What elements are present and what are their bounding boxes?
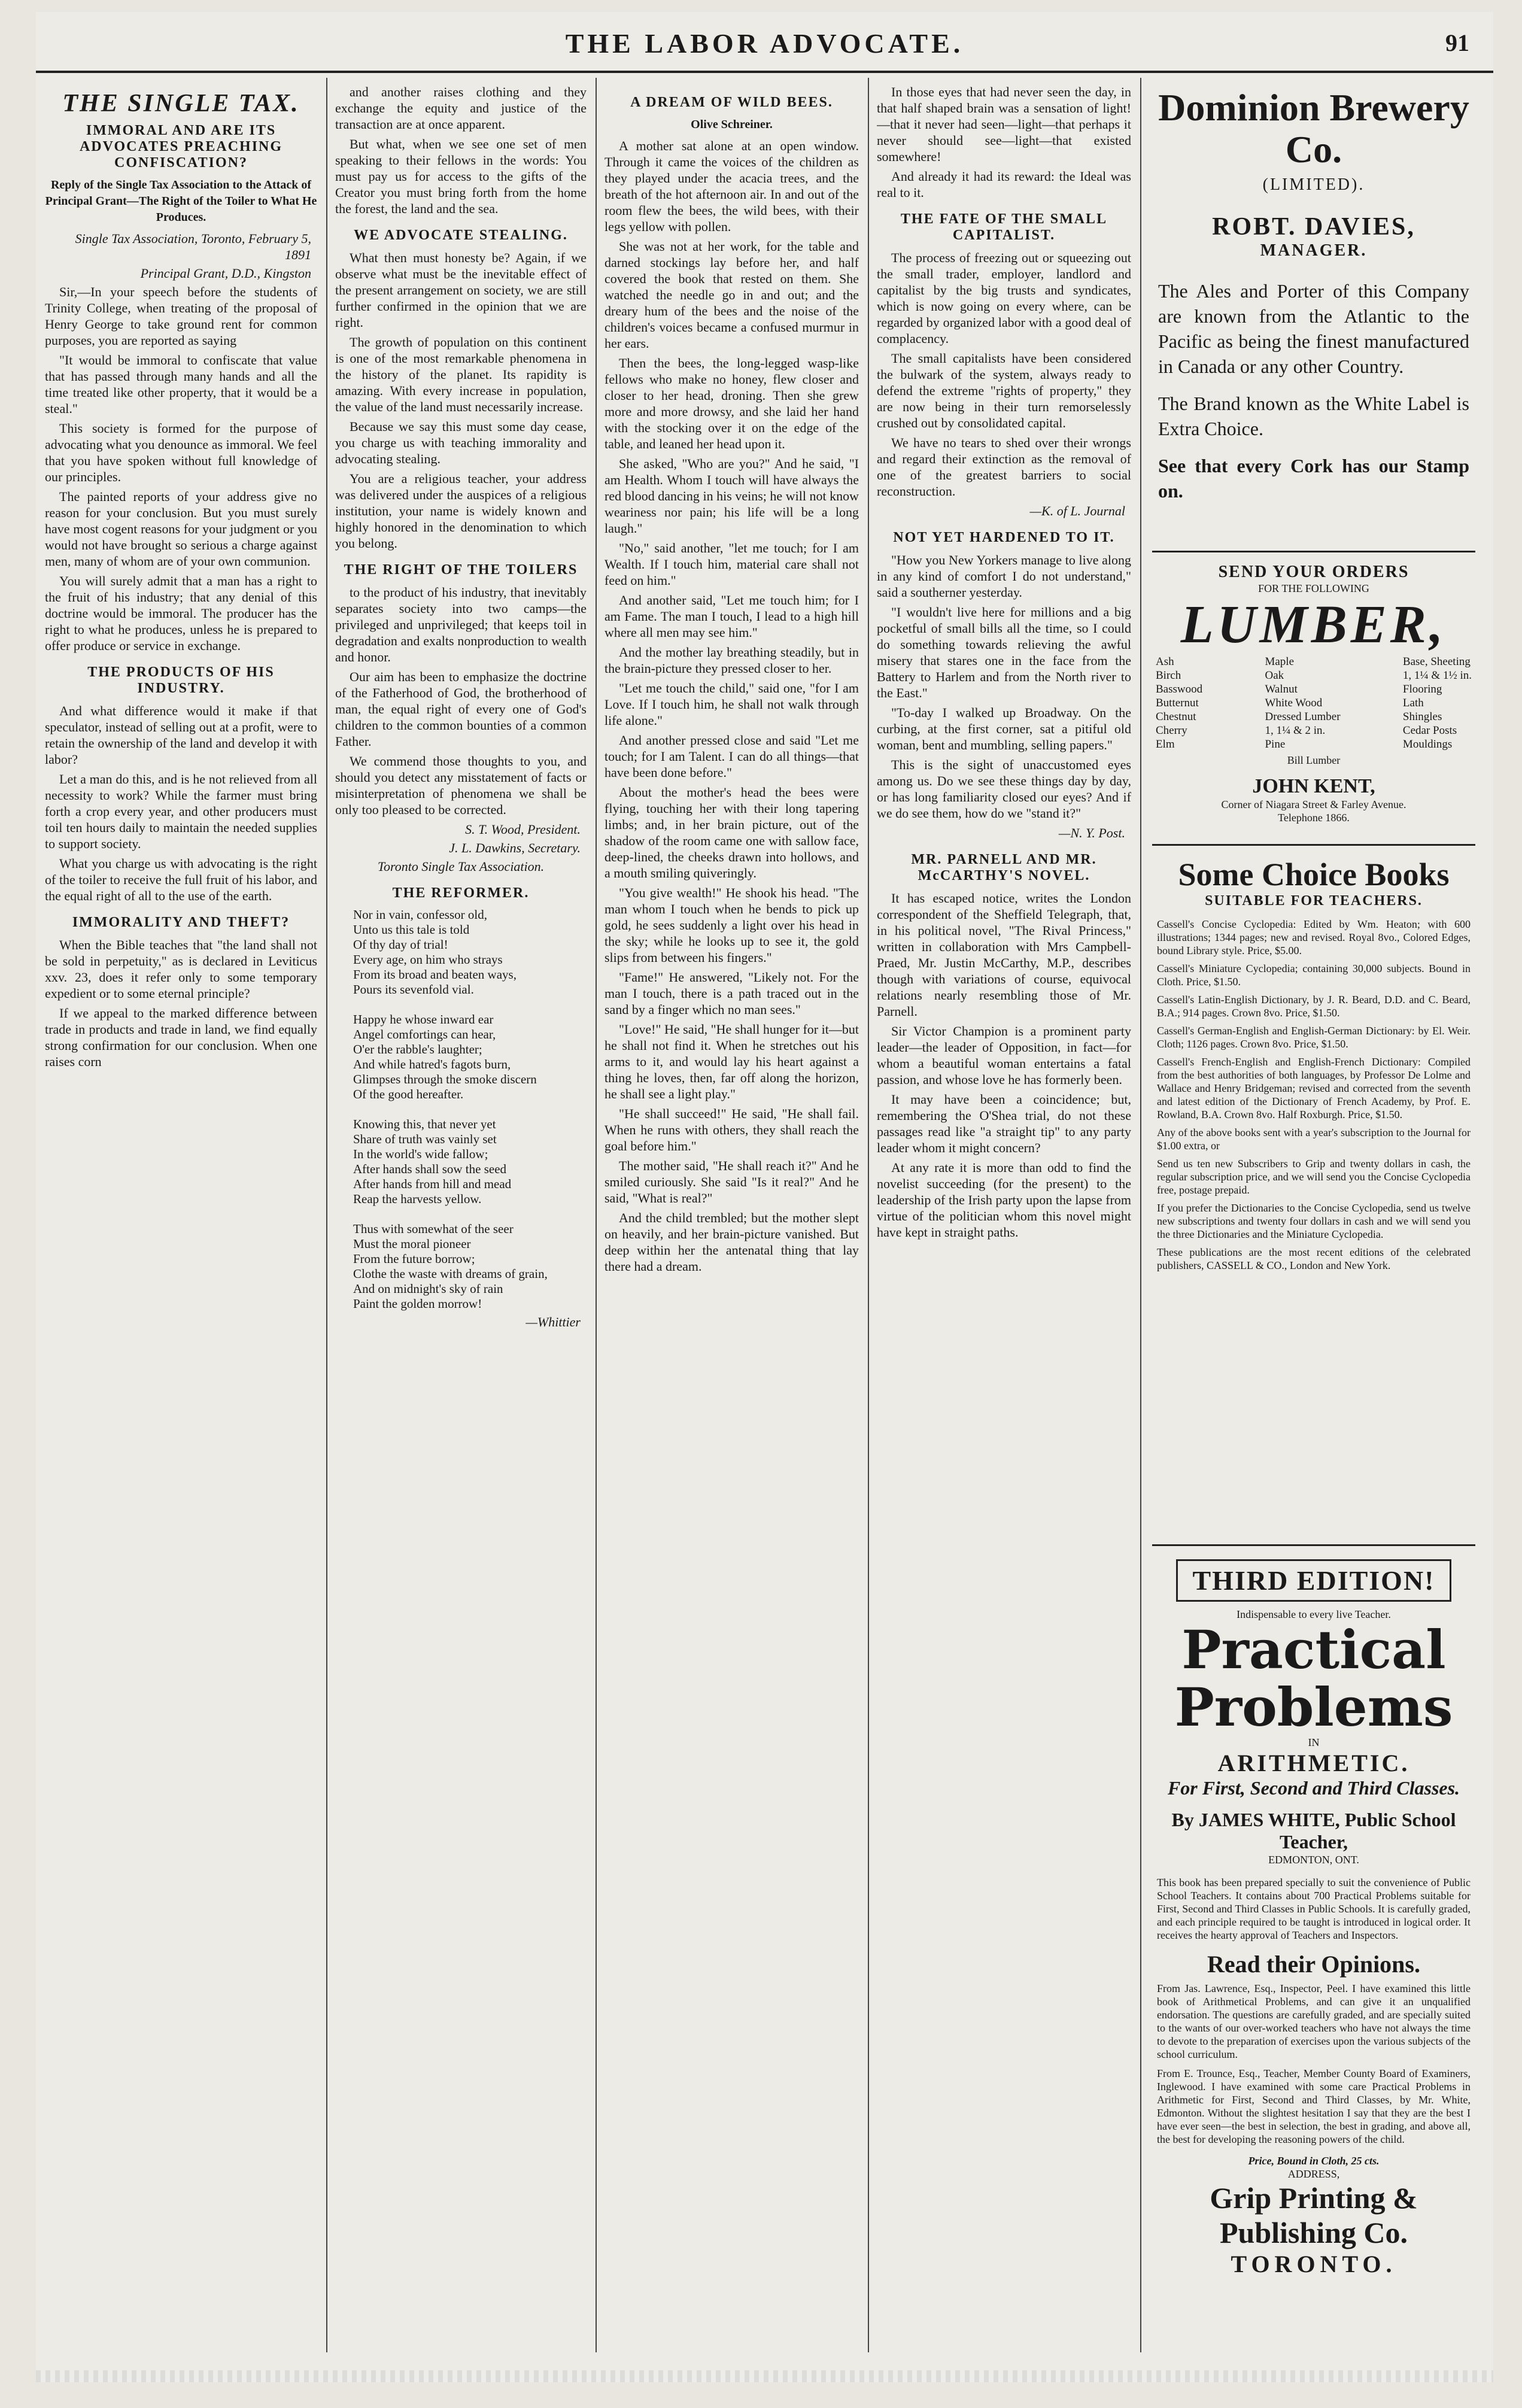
addressee: Principal Grant, D.D., Kingston <box>140 266 311 281</box>
poem-line: In the world's wide fallow; <box>353 1147 488 1161</box>
address-label: ADDRESS, <box>1287 2168 1340 2180</box>
article-title: THE FATE OF THE SMALL CAPITALIST. <box>900 211 1108 243</box>
column-divider <box>326 78 327 2352</box>
page-edge-damage <box>36 2370 1493 2382</box>
paragraph: We commend those thoughts to you, and should you detect any misstatement of facts or misinterpretation of phenomena we shall be only too pleased to be corrected. <box>335 754 587 817</box>
column-1 <box>45 84 317 2358</box>
arithmetic-ad <box>1152 1553 1475 2278</box>
opinion-2: From E. Trounce, Esq., Teacher, Member County Board of Examiners, Inglewood. I have examined with some care Practical Problems in Arithmetic for First, Second and Third Classes, by Mr. White, Edmonton. Without the slightest hesitation I say that they are the best I have ever seen—the best in selection, the best in grading, and above all, the best for developing the reasoning powers of the child. <box>1157 2067 1471 2145</box>
poem-line <box>353 1207 587 1222</box>
owner-title: MANAGER. <box>1260 241 1368 260</box>
newspaper-title: THE LABOR ADVOCATE. <box>565 28 964 59</box>
paragraph: The small capitalists have been considered the bulwark of the system, always ready to defend the extreme "rights of property," they are now being in their turn remorselessly crushed out by consolidated capital. <box>877 351 1131 430</box>
lumber-column <box>1156 655 1202 751</box>
paragraph: "Love!" He said, "He shall hunger for it—but he shall not find it. When he stretches out his arms to it, and would lay his heart against a thing he loves, then, far off along the horizon, he shall see a light play." <box>604 1022 859 1101</box>
column-divider <box>1140 78 1141 2352</box>
brewery-text: The Ales and Porter of this Company are known from the Atlantic to the Pacific as being the finest manufactured in Canada or any other Country. <box>1158 280 1469 377</box>
poem-line: O'er the rabble's laughter; <box>353 1042 482 1056</box>
paragraph: If we appeal to the marked difference between trade in products and trade in land, we find equally strong confirmation for our conclusion. When one raises corn <box>45 1006 317 1069</box>
paragraph: And what difference would it make if that speculator, instead of selling out at a profit, were to retain the ownership of the land and develop it with labor? <box>45 703 317 767</box>
book-price: Price, Bound in Cloth, 25 cts. <box>1248 2155 1380 2167</box>
poem-line: Share of truth was vainly set <box>353 1132 497 1146</box>
paragraph: And the mother lay breathing steadily, but in the brain-picture they pressed closer to her. <box>604 645 859 676</box>
paragraph: This society is formed for the purpose of advocating what you denounce as immoral. We feel that you have spoken without full knowledge of our principles. <box>45 421 317 484</box>
paragraph: Then the bees, the long-legged wasp-like fellows who make no honey, flew closer and closer to her head, droning. Then she grew more and more drowsy, and she laid her hand with the stocking over it on the edge of the table, and leaned her head upon it. <box>604 356 859 451</box>
poem-line <box>353 1102 587 1117</box>
book-title: Practical Problems <box>1174 1619 1453 1738</box>
paragraph: And another said, "Let me touch him; for I am Fame. The man I touch, I lead to a high hill where all men may see him." <box>604 593 859 640</box>
brewery-limited: (LIMITED). <box>1262 175 1365 194</box>
paragraph: And the child trembled; but the mother slept on heavily, and her brain-picture vanished. But deep within her the antenatal thing that lay there had a dream. <box>604 1210 859 1274</box>
poem-line <box>353 997 587 1012</box>
poem-line: From the future borrow; <box>353 1252 475 1266</box>
arithmetic-word: ARITHMETIC. <box>1217 1750 1410 1777</box>
lumber-ad <box>1152 563 1475 824</box>
poem-line: Knowing this, that never yet <box>353 1117 496 1131</box>
paragraph: "How you New Yorkers manage to live along in any kind of comfort I do not understand," said a southerner yesterday. <box>877 552 1131 600</box>
books-list <box>1152 918 1475 1272</box>
lumber-item: Shingles <box>1402 710 1442 723</box>
column-divider <box>596 78 597 2352</box>
poem-line: Clothe the waste with dreams of grain, <box>353 1267 548 1281</box>
article-author: Olive Schreiner. <box>691 118 773 131</box>
signature-association: Toronto Single Tax Association. <box>377 859 545 874</box>
poem-line: Pours its sevenfold vial. <box>353 982 474 997</box>
book-entry: Cassell's French-English and English-French Dictionary: Compiled from the best authorities of both languages, by Professor De Lolme and Wallace and Henry Bridgeman; revised and corrected from the seventh and latest edition of the Dictionary of French Academy, by Prof. E. Rowland, B.A. Crown 8vo. Half Roxburgh. Price, $1.50. <box>1157 1056 1471 1121</box>
poem-line: Thus with somewhat of the seer <box>353 1222 514 1236</box>
lumber-item: Cedar Posts <box>1402 724 1457 737</box>
opinion-1: From Jas. Lawrence, Esq., Inspector, Peel. I have examined this little book of Arithmetical Problems, and can give it an unqualified endorsation. The questions are carefully graded, and are specially suited to the wants of our over-worked teachers who have not always the time to devote to the preparation of exercises upon the various subjects of the school curriculum. <box>1157 1982 1471 2060</box>
article-source: —N. Y. Post. <box>1058 825 1125 840</box>
ad-divider <box>1152 551 1475 552</box>
paragraph: "Fame!" He answered, "Likely not. For the man I touch, there is a path traced out in the sand by a finger which no man sees." <box>604 970 859 1017</box>
lumber-item: Dressed Lumber <box>1265 710 1341 723</box>
lumber-item: Lath <box>1402 697 1424 709</box>
column-4 <box>877 84 1131 2358</box>
book-entry: Cassell's Miniature Cyclopedia; containing 30,000 subjects. Bound in Cloth. Price, $1.50. <box>1157 962 1471 988</box>
paragraph: What you charge us with advocating is the right of the toiler to receive the full fruit of his labor, and the equal right of all to the use of the earth. <box>45 856 317 903</box>
paragraph: "He shall succeed!" He said, "He shall fail. When he runs with others, they shall reach the goal before him." <box>604 1106 859 1153</box>
paragraph: The growth of population on this continent is one of the most remarkable phenomena in the history of the planet. Its rapidity is amazing. With every increase in population, the value of the land must necessarily increase. <box>335 335 587 414</box>
dealer-phone: Telephone 1866. <box>1278 812 1350 824</box>
paragraph: to the product of his industry, that inevitably separates society into two camps—the privileged and unprivileged; that keeps toil in degradation and exalts nonproduction to wealth and honor. <box>335 585 587 664</box>
paragraph: About the mother's head the bees were flying, touching her with their long tapering limbs; and, in her brain picture, out of the shadow of the room came one with sallow face, deep-lined, the cheeks drawn into hollows, and a mouth smiling quiveringly. <box>604 785 859 880</box>
ad-divider <box>1152 1544 1475 1546</box>
paragraph: It has escaped notice, writes the London correspondent of the Sheffield Telegraph, that, in his political novel, "The Rival Princess," written in collaboration with Mrs Campbell-Praed, Mr. Justin McCarthy, M.P., describes though with variations of course, equivocal relations nearly resembling those of Mr. Parnell. <box>877 891 1131 1019</box>
paragraph: Let a man do this, and is he not relieved from all necessity to work? While the farmer must bring forth a crop every year, and other producers must toil ten hours daily to maintain the needed supplies to support society. <box>45 772 317 851</box>
paragraph: The painted reports of your address give no reason for your conclusion. But you must surely have most cogent reasons for your judgment or you would not have brought so serious a charge against men, many of whom are of your own communion. <box>45 489 317 569</box>
paragraph: "You give wealth!" He shook his head. "The man whom I touch when he bends to pick up gold, he sees suddenly a light over his head in the sky; while he looks up to see it, the gold slips from between his fingers." <box>604 885 859 965</box>
poem-line: Unto us this tale is told <box>353 922 470 937</box>
paragraph: At any rate it is more than odd to find the novelist succeeding (for the present) to the leadership of the Irish party upon the lapse from virtue of the politician whom this novel might have kept in straight paths. <box>877 1160 1131 1240</box>
paragraph: It may have been a coincidence; but, remembering the O'Shea trial, do not these passages read like "a straight tip" to any party leader whom it might concern? <box>877 1092 1131 1155</box>
poem-author: —Whittier <box>525 1314 581 1329</box>
paragraph: Sir Victor Champion is a prominent party leader—the leader of Opposition, in fact—for whom a beautiful woman entertains a fatal passion, and whose love he has formerly been. <box>877 1024 1131 1087</box>
article-body <box>604 138 859 1274</box>
poem-line: Reap the harvests yellow. <box>353 1192 482 1206</box>
ad-divider <box>1152 844 1475 846</box>
sub-heading: THE PRODUCTS OF HIS INDUSTRY. <box>87 664 275 696</box>
paragraph: "Let me touch the child," said one, "for I am Love. If I touch him, he shall not walk through life alone." <box>604 681 859 728</box>
lumber-item: Chestnut <box>1156 710 1196 723</box>
paragraph: When the Bible teaches that "the land shall not be sold in perpetuity," as is declared in Leviticus xxv. 23, does it refer only to some temporary expedient or to some eternal principle? <box>45 937 317 1001</box>
poem-line: And while hatred's fagots burn, <box>353 1057 511 1071</box>
paragraph: "It would be immoral to confiscate that value that has passed through many hands and all the time treated like other property, that it would be a steal." <box>45 353 317 416</box>
poem-line: Of thy day of trial! <box>353 937 448 952</box>
article-body <box>877 552 1131 821</box>
lumber-item: Flooring <box>1402 683 1442 696</box>
lumber-item: 1, 1¼ & 1½ in. <box>1402 669 1472 682</box>
lumber-item: White Wood <box>1265 697 1323 709</box>
paragraph: "To-day I walked up Broadway. On the curbing, at the first corner, sat a pitiful old woman, bent and mumbling, selling papers." <box>877 705 1131 752</box>
indispensable: Indispensable to every live Teacher. <box>1237 1608 1391 1620</box>
paragraph: In those eyes that had never seen the day, in that half shaped brain was a sensation of light!—that it never had seen—light—that perhaps it never should see—light—that existed somewhere! <box>877 84 1131 164</box>
column-2 <box>335 84 587 2358</box>
lumber-item: Base, Sheeting <box>1402 655 1471 668</box>
dealer-address: Corner of Niagara Street & Farley Avenue. <box>1221 798 1406 810</box>
paragraph: "No," said another, "let me touch; for I am Wealth. If I touch him, material care shall not feed on him." <box>604 540 859 588</box>
lumber-item: Walnut <box>1265 683 1298 696</box>
page-number: 91 <box>1445 29 1469 56</box>
lumber-headline: LUMBER, <box>1180 595 1447 654</box>
poem-line: Every age, on him who strays <box>353 952 503 967</box>
brewery-name: Dominion Brewery Co. <box>1158 86 1469 171</box>
poem-line: Glimpses through the smoke discern <box>353 1072 537 1086</box>
paragraph: But what, when we see one set of men speaking to their fellows in the words: You must pay us for access to the gifts of the Creator you must bring forth from the home the forest, the land and the sea. <box>335 136 587 216</box>
author-place: EDMONTON, ONT. <box>1268 1854 1359 1866</box>
paragraph: What then must honesty be? Again, if we observe what must be the inevitable effect of the present arrangement on society, we are still further confirmed in the opinion that we are right. <box>335 250 587 330</box>
lumber-list <box>1152 655 1475 751</box>
book-entry: Cassell's Concise Cyclopedia: Edited by Wm. Heaton; with 600 illustrations; 1344 pages; new and revised. Royal 8vo., Colored Edges, bound Library style. Price, $5.00. <box>1157 918 1471 956</box>
article-continuation <box>877 84 1131 201</box>
brewery-cork: See that every Cork has our Stamp on. <box>1158 455 1469 502</box>
brewery-owner: ROBT. DAVIES, <box>1212 213 1415 241</box>
publisher-name: Grip Printing & Publishing Co. <box>1210 2181 1418 2249</box>
lumber-item: Oak <box>1265 669 1284 682</box>
masthead <box>36 23 1493 65</box>
poem-line: Paint the golden morrow! <box>353 1296 482 1311</box>
poem-title: THE REFORMER. <box>392 885 530 901</box>
paragraph: You will surely admit that a man has a right to the fruit of his industry; that any denial of this doctrine would be immoral. The producer has the right to what he produces, unless he is prepared to offer produce or service in exchange. <box>45 573 317 653</box>
poem-line: After hands from hill and mead <box>353 1177 512 1191</box>
poem-line: Must the moral pioneer <box>353 1237 471 1251</box>
paragraph: You are a religious teacher, your address was delivered under the auspices of a religious institution, your name is widely known and highly honored in the denomination to which you belong. <box>335 471 587 551</box>
lumber-item: Cherry <box>1156 724 1187 737</box>
article-subhead: Reply of the Single Tax Association to the Attack of Principal Grant—The Right of the Toiler to What He Produces. <box>45 178 317 224</box>
paragraph: Our aim has been to emphasize the doctrine of the Fatherhood of God, the brotherhood of man, the equal right of every one of God's children to the common bounties of a common Father. <box>335 669 587 749</box>
poem-line: And on midnight's sky of rain <box>353 1282 503 1296</box>
brewery-ad <box>1152 87 1475 503</box>
paragraph: Sir,—In your speech before the students of Trinity College, when treating of the proposal of Henry George to take ground rent for common purposes, you are reported as saying <box>45 284 317 348</box>
for-following: FOR THE FOLLOWING <box>1258 582 1369 594</box>
paragraph: This is the sight of unaccustomed eyes among us. Do we see these things day by day, or has long familiarity closed our eyes? And if we do see them, how do we "stand it?" <box>877 757 1131 821</box>
article-headline: IMMORAL AND ARE ITS ADVOCATES PREACHING CONFISCATION? <box>79 123 283 171</box>
article-body <box>877 250 1131 499</box>
article-title: A DREAM OF WILD BEES. <box>630 95 833 110</box>
paragraph: The mother said, "He shall reach it?" And he smiled curiously. She said "Is it real?" And he said, "What is real?" <box>604 1158 859 1205</box>
lumber-item: Butternut <box>1156 697 1199 709</box>
sub-heading: WE ADVOCATE STEALING. <box>354 227 568 243</box>
lumber-item: Pine <box>1265 738 1286 751</box>
sub-heading: THE RIGHT OF THE TOILERS <box>344 562 578 578</box>
sub-heading: IMMORALITY AND THEFT? <box>72 915 290 930</box>
paragraph: and another raises clothing and they exchange the equity and justice of the transaction are at once apparent. <box>335 84 587 132</box>
article-body <box>877 890 1131 1240</box>
masthead-rule <box>36 71 1493 73</box>
publisher-city: TORONTO. <box>1231 2251 1397 2278</box>
column-divider <box>868 78 869 2352</box>
book-entry: Cassell's German-English and English-German Dictionary: by El. Weir. Cloth; 1126 pages. Crown 8vo. Price, $1.50. <box>1157 1025 1471 1050</box>
book-entry: Send us ten new Subscribers to Grip and twenty dollars in cash, the regular subscription price, and we will send you the Concise Cyclopedia free, postage prepaid. <box>1157 1158 1471 1196</box>
bill-lumber: Bill Lumber <box>1287 754 1341 766</box>
poem-line: Of the good hereafter. <box>353 1087 464 1101</box>
article-body <box>45 284 317 1070</box>
signature-secretary: J. L. Dawkins, Secretary. <box>449 840 581 855</box>
paragraph: We have no tears to shed over their wrongs and regard their extinction as the removal of one of the greatest barriers to social reconstruction. <box>877 435 1131 499</box>
article-body <box>335 84 587 818</box>
article-source: —K. of L. Journal <box>1029 503 1125 518</box>
lumber-item: Maple <box>1265 655 1295 668</box>
lumber-item: Mouldings <box>1402 738 1453 751</box>
paragraph: And another pressed close and said "Let me touch; for I am Talent. I can do all things—that have been done before." <box>604 733 859 780</box>
poem-body <box>335 907 587 1311</box>
newspaper-page <box>36 12 1493 2382</box>
lumber-item: Basswood <box>1156 683 1203 696</box>
books-subtitle: SUITABLE FOR TEACHERS. <box>1205 893 1423 909</box>
third-edition: THIRD EDITION! <box>1176 1559 1451 1602</box>
book-description: This book has been prepared specially to suit the convenience of Public School Teachers. It contains about 700 Practical Problems suitable for First, Second and Third Classes in Public Schools. It is carefully graded, and each principle required to be taught is introduced in logical order. It receives the hearty approval of Teachers and Inspectors. <box>1157 1876 1471 1941</box>
in-word: IN <box>1308 1736 1320 1748</box>
lumber-item: Birch <box>1156 669 1181 682</box>
lumber-column <box>1265 655 1340 751</box>
dealer-name: JOHN KENT, <box>1252 775 1375 797</box>
lumber-item: Ash <box>1156 655 1174 668</box>
paragraph: The process of freezing out or squeezing out the small trader, employer, landlord and capitalist by the big trusts and syndicates, which is now going on every where, can be regarded by organized labor with a good deal of complacency. <box>877 250 1131 346</box>
poem-line: Nor in vain, confessor old, <box>353 907 487 922</box>
book-author: By JAMES WHITE, Public School Teacher, <box>1171 1809 1456 1853</box>
book-entry: These publications are the most recent editions of the celebrated publishers, CASSELL & CO., London and New York. <box>1157 1246 1471 1271</box>
book-entry: Cassell's Latin-English Dictionary, by J. R. Beard, D.D. and C. Beard, B.A.; 914 pages. Crown 8vo. Price, $1.50. <box>1157 994 1471 1019</box>
poem-line: After hands shall sow the seed <box>353 1162 507 1176</box>
signature-president: S. T. Wood, President. <box>465 822 581 837</box>
paragraph: A mother sat alone at an open window. Through it came the voices of the children as they played under the acacia trees, and the breath of the hot afternoon air. In and out of the room flew the bees, the wild bees, with their legs yellow with pollen. <box>604 138 859 234</box>
books-ad <box>1152 856 1475 1277</box>
book-entry: Any of the above books sent with a year's subscription to the Journal for $1.00 extra, or <box>1157 1126 1471 1152</box>
poem-line: Happy he whose inward ear <box>353 1012 494 1027</box>
brewery-brand: The Brand known as the White Label is Extra Choice. <box>1158 393 1469 439</box>
send-orders: SEND YOUR ORDERS <box>1218 563 1409 581</box>
paragraph: And already it had its reward: the Ideal was real to it. <box>877 169 1131 200</box>
paragraph: She asked, "Who are you?" And he said, "I am Health. Whom I touch will have always the red blood dancing in his veins; he will not know weariness nor pain; his life will be a long laugh." <box>604 456 859 536</box>
column-3 <box>604 84 859 2358</box>
poem-line: From its broad and beaten ways, <box>353 967 517 982</box>
lumber-item: Elm <box>1156 738 1175 751</box>
paragraph: She was not at her work, for the table and darned stockings lay before her, and half covered the book that rested on them. She watched the needle go in and out; and the dreary hum of the bees and the noise of the children's voices became a confused murmur in her ears. <box>604 239 859 351</box>
opinions-heading: Read their Opinions. <box>1207 1951 1420 1978</box>
article-title: NOT YET HARDENED TO IT. <box>893 530 1115 545</box>
article-title: MR. PARNELL AND MR. McCARTHY'S NOVEL. <box>911 852 1097 883</box>
poem-line: Angel comfortings can hear, <box>353 1027 496 1041</box>
for-classes: For First, Second and Third Classes. <box>1167 1777 1460 1799</box>
paragraph: Because we say this must some day cease, you charge us with teaching immorality and advocating stealing. <box>335 419 587 466</box>
section-title: THE SINGLE TAX. <box>62 90 300 117</box>
lumber-item: 1, 1¼ & 2 in. <box>1265 724 1326 737</box>
lumber-column <box>1403 655 1472 751</box>
dateline: Single Tax Association, Toronto, February 5, 1891 <box>75 231 311 262</box>
books-title: Some Choice Books <box>1178 857 1450 892</box>
book-entry: If you prefer the Dictionaries to the Concise Cyclopedia, send us twelve new subscriptions and twenty four dollars in cash and we will send you the three Dictionaries and the Miniature Cyclopedia. <box>1157 1202 1471 1240</box>
paragraph: "I wouldn't live here for millions and a big pocketful of small bills all the time, so I could do something towards relieving the awful misery that stares one in the face from the Battery to Harlem and from the North river to the East." <box>877 605 1131 700</box>
